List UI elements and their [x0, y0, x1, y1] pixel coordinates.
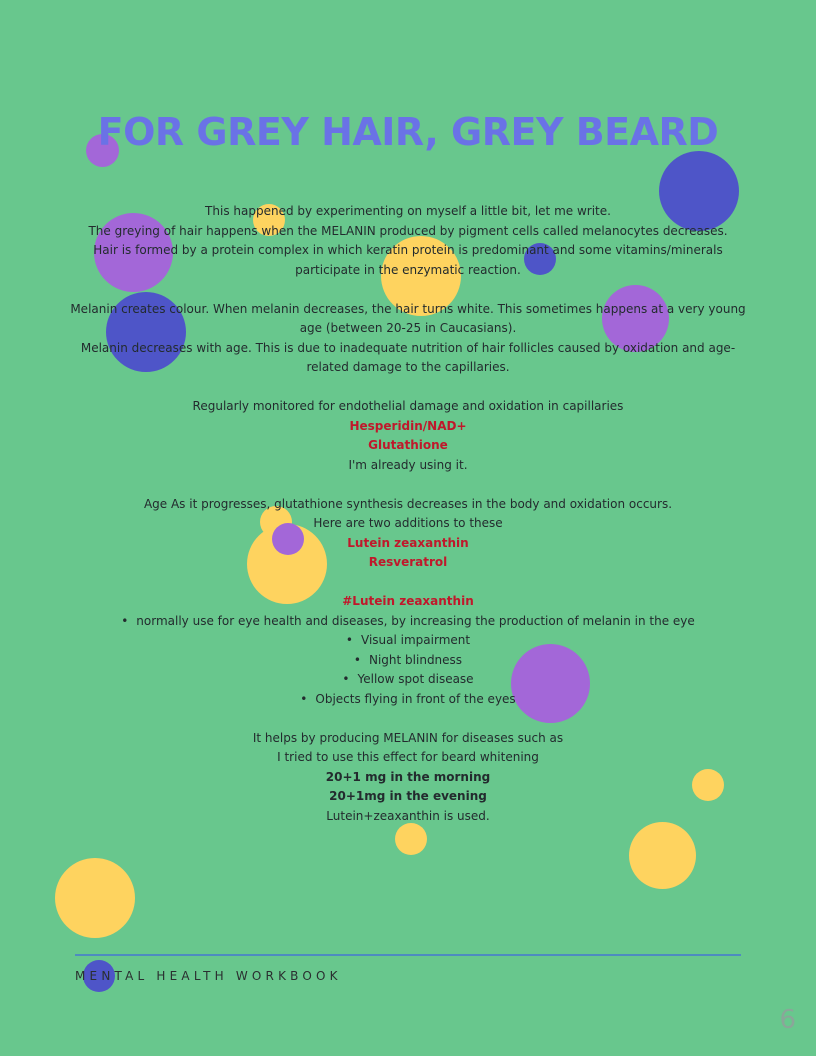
closing-line: It helps by producing MELANIN for diseases such as	[252, 730, 564, 745]
spacer	[60, 475, 756, 495]
intro-line: This happened by experimenting on myself a little bit, let me write.	[205, 204, 611, 218]
closing-line: I tried to use this effect for beard whitening	[277, 750, 539, 764]
supplement-highlight: Resveratrol	[368, 555, 448, 569]
bullet-item: • Objects flying in front of the eyes	[60, 690, 756, 710]
section-heading: #Lutein zeaxanthin	[342, 594, 474, 608]
monitor-note: I'm already using it.	[348, 457, 468, 472]
dosage-line: 20+1mg in the evening	[329, 789, 487, 803]
closing-line: Lutein+zeaxanthin is used.	[326, 808, 490, 823]
dosage-line: 20+1 mg in the morning	[325, 769, 491, 784]
monitor-line: Regularly monitored for endothelial damage and oxidation in capillaries	[192, 399, 624, 413]
decorative-dot	[629, 822, 696, 889]
supplement-highlight: Hesperidin/NAD+	[349, 418, 467, 433]
supplement-highlight: Lutein zeaxanthin	[347, 535, 469, 550]
age-line: Here are two additions to these	[313, 516, 503, 530]
footer-label: MENTAL HEALTH WORKBOOK	[75, 969, 342, 983]
article-body	[60, 202, 756, 826]
page-title: FOR GREY HAIR, GREY BEARD	[97, 110, 719, 154]
spacer	[60, 280, 756, 300]
melanin-line: Melanin decreases with age. This is due to inadequate nutrition of hair follicles caused by oxidation and age-	[80, 340, 736, 355]
intro-line: Hair is formed by a protein complex in which keratin protein is predominant and some vitamins/minerals	[93, 243, 723, 257]
intro-line: participate in the enzymatic reaction.	[295, 262, 521, 277]
intro-line: The greying of hair happens when the MELANIN produced by pigment cells called melanocytes decreases.	[88, 223, 728, 238]
age-line: Age As it progresses, glutathione synthesis decreases in the body and oxidation occurs.	[143, 496, 673, 511]
bullet-item: • Night blindness	[60, 651, 756, 671]
page-number: 6	[779, 1005, 796, 1035]
bullet-item: • normally use for eye health and diseases, by increasing the production of melanin in the eye	[60, 612, 756, 632]
spacer	[60, 573, 756, 593]
decorative-dot	[55, 858, 135, 938]
melanin-line: Melanin creates colour. When melanin decreases, the hair turns white. This sometimes happens at a very young	[70, 301, 746, 316]
supplement-highlight: Glutathione	[368, 438, 448, 452]
footer-divider	[75, 954, 741, 956]
spacer	[60, 378, 756, 398]
spacer	[60, 709, 756, 729]
decorative-dot	[395, 823, 427, 855]
bullet-item: • Visual impairment	[60, 631, 756, 651]
melanin-line: age (between 20-25 in Caucasians).	[299, 321, 517, 335]
bullet-item: • Yellow spot disease	[60, 670, 756, 690]
melanin-line: related damage to the capillaries.	[306, 360, 510, 374]
